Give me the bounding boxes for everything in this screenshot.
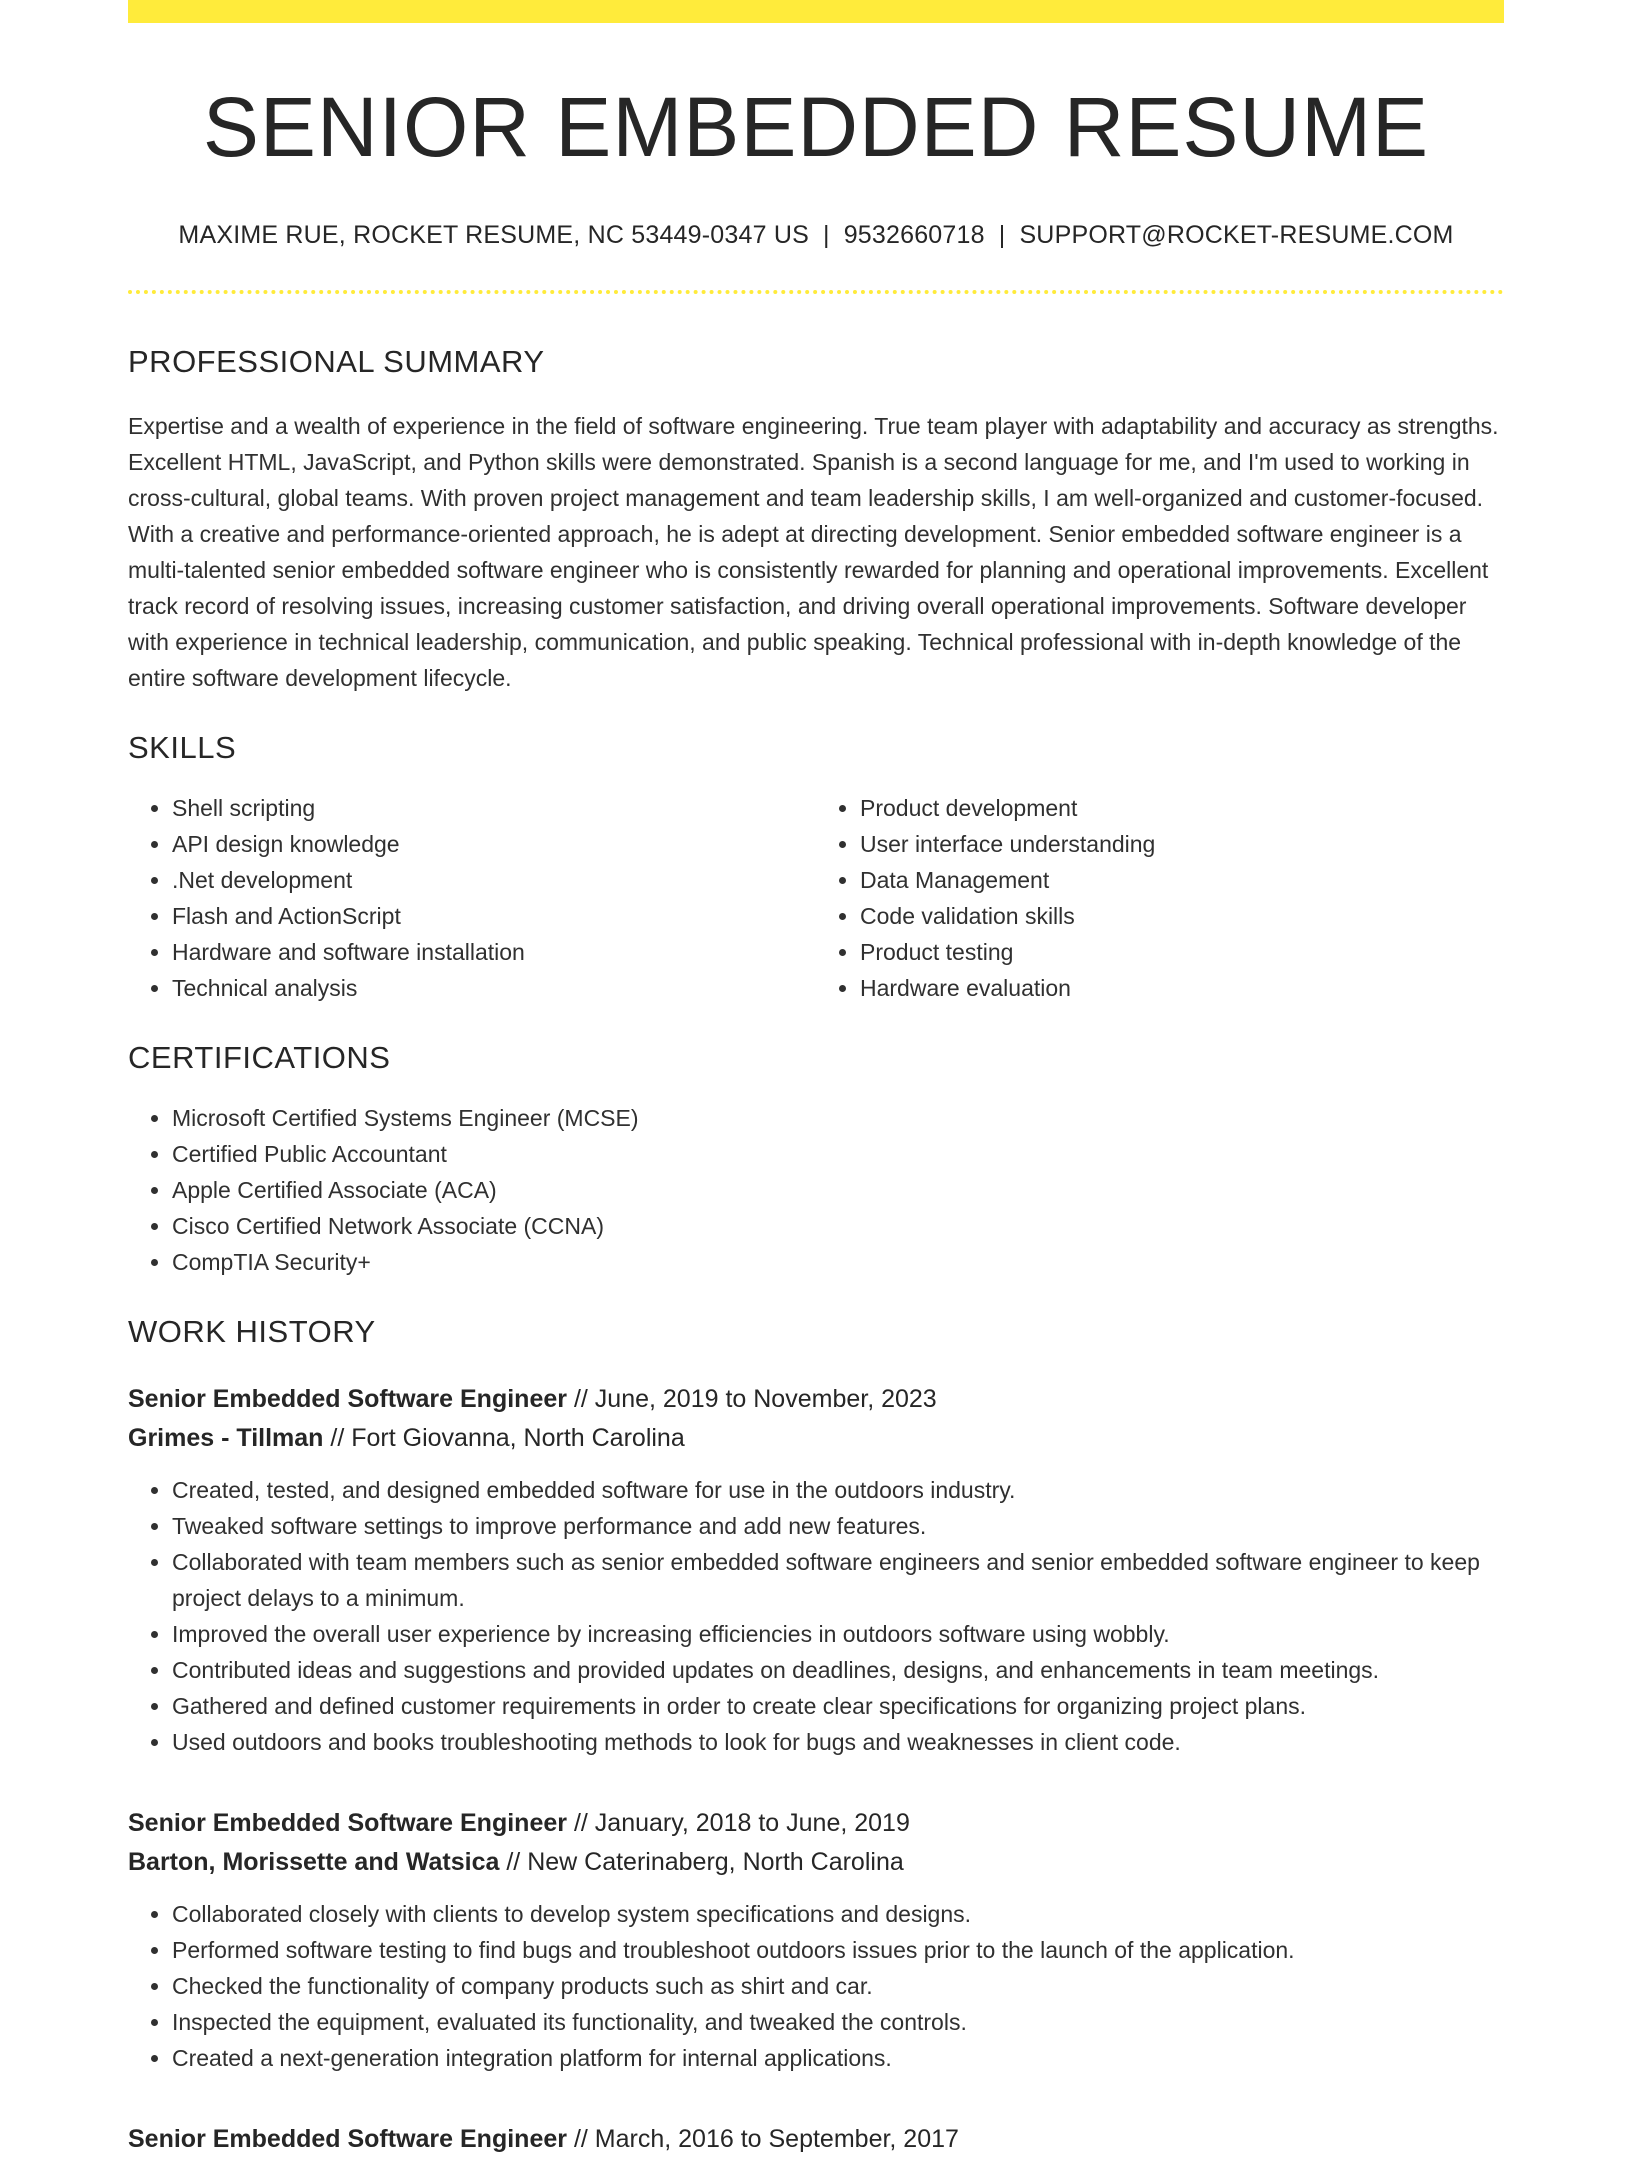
- skill-item: • Hardware evaluation: [860, 970, 1504, 1006]
- job-entry: [128, 2120, 1504, 2159]
- skills-grid: [128, 790, 1504, 1006]
- skill-item: • Shell scripting: [172, 790, 816, 826]
- job-bullets: [128, 1472, 1504, 1760]
- skill-item: • Product testing: [860, 934, 1504, 970]
- job-bullet: • Gathered and defined customer requirements in order to create clear specifications for organizing project plans.: [172, 1688, 1504, 1724]
- contact-separator: |: [998, 221, 1006, 249]
- section-heading-work-history: WORK HISTORY: [128, 1314, 376, 1349]
- job-bullet: • Collaborated closely with clients to develop system specifications and designs.: [172, 1896, 1504, 1932]
- job-bullet: • Contributed ideas and suggestions and provided updates on deadlines, designs, and enhancements in team meetings.: [172, 1652, 1504, 1688]
- skill-item: • Technical analysis: [172, 970, 816, 1006]
- summary-text: Expertise and a wealth of experience in the field of software engineering. True team player with adaptability and accuracy as strengths. Excellent HTML, JavaScript, and Python skills were demonstrated. Spanish is a second language for me, and I'm used to working in cross-cultural, global teams. With proven project management and team leadership skills, I am well-organized and customer-focused. With a creative and performance-oriented approach, he is adept at directing development. Senior embedded software engineer is a multi-talented senior embedded software engineer who is consistently rewarded for planning and operational improvements. Excellent track record of resolving issues, increasing customer satisfaction, and driving overall operational improvements. Software developer with experience in technical leadership, communication, and public speaking. Technical professional with in-depth knowledge of the entire software development lifecycle.: [128, 413, 1499, 691]
- job-divider: //: [506, 1848, 521, 1876]
- job-title-line: [128, 1380, 1504, 1419]
- work-history-section: [128, 1314, 1504, 2159]
- job-bullets: [128, 1896, 1504, 2076]
- job-dates: January, 2018 to June, 2019: [594, 1809, 910, 1837]
- skill-item: • .Net development: [172, 862, 816, 898]
- certification-item: • Certified Public Accountant: [172, 1136, 1504, 1172]
- contact-address: MAXIME RUE, ROCKET RESUME, NC 53449-0347 US: [178, 221, 809, 249]
- certification-item: • CompTIA Security+: [172, 1244, 1504, 1280]
- job-entry: [128, 1804, 1504, 2076]
- job-dates: March, 2016 to September, 2017: [594, 2125, 959, 2153]
- job-divider: //: [573, 2125, 588, 2153]
- resume-page: [128, 0, 1504, 2159]
- skills-list-left: [128, 790, 816, 1006]
- skills-list-right: [816, 790, 1504, 1006]
- contact-line: [128, 221, 1504, 250]
- contact-email: SUPPORT@ROCKET-RESUME.COM: [1019, 221, 1454, 249]
- jobs-list: [128, 1380, 1504, 2159]
- job-divider: //: [330, 1424, 345, 1452]
- job-title-line: [128, 2120, 1504, 2159]
- job-bullet: • Performed software testing to find bugs and troubleshoot outdoors issues prior to the launch of the application.: [172, 1932, 1504, 1968]
- job-title: Senior Embedded Software Engineer: [128, 2125, 567, 2153]
- job-company-line: [128, 1419, 1504, 1458]
- accent-top-bar: [128, 0, 1504, 23]
- job-bullet: • Created a next-generation integration platform for internal applications.: [172, 2040, 1504, 2076]
- job-bullet: • Used outdoors and books troubleshooting methods to look for bugs and weaknesses in client code.: [172, 1724, 1504, 1760]
- section-heading-certifications: CERTIFICATIONS: [128, 1040, 391, 1075]
- skill-item: • Data Management: [860, 862, 1504, 898]
- job-location: New Caterinaberg, North Carolina: [527, 1848, 904, 1876]
- job-divider: //: [573, 1809, 588, 1837]
- skill-item: • Hardware and software installation: [172, 934, 816, 970]
- job-bullet: • Inspected the equipment, evaluated its functionality, and tweaked the controls.: [172, 2004, 1504, 2040]
- job-title: Senior Embedded Software Engineer: [128, 1809, 567, 1837]
- job-company: Barton, Morissette and Watsica: [128, 1848, 500, 1876]
- skill-item: • API design knowledge: [172, 826, 816, 862]
- header-divider: [128, 290, 1504, 294]
- job-entry: [128, 1380, 1504, 1760]
- certification-item: • Cisco Certified Network Associate (CCNA): [172, 1208, 1504, 1244]
- job-title-line: [128, 1804, 1504, 1843]
- job-location: Fort Giovanna, North Carolina: [351, 1424, 685, 1452]
- job-divider: //: [573, 1385, 588, 1413]
- job-bullet: • Tweaked software settings to improve performance and add new features.: [172, 1508, 1504, 1544]
- job-dates: June, 2019 to November, 2023: [594, 1385, 937, 1413]
- job-bullet: • Checked the functionality of company products such as shirt and car.: [172, 1968, 1504, 2004]
- job-title: Senior Embedded Software Engineer: [128, 1385, 567, 1413]
- certification-item: • Microsoft Certified Systems Engineer (MCSE): [172, 1100, 1504, 1136]
- skill-item: • Flash and ActionScript: [172, 898, 816, 934]
- job-bullet: • Improved the overall user experience by increasing efficiencies in outdoors software using wobbly.: [172, 1616, 1504, 1652]
- skill-item: • Code validation skills: [860, 898, 1504, 934]
- summary-section: [128, 344, 1504, 696]
- section-heading-skills: SKILLS: [128, 730, 237, 765]
- skills-section: [128, 730, 1504, 1006]
- job-bullet: • Created, tested, and designed embedded software for use in the outdoors industry.: [172, 1472, 1504, 1508]
- job-company-line: [128, 1843, 1504, 1882]
- contact-phone: 9532660718: [843, 221, 985, 249]
- certifications-list: [128, 1100, 1504, 1280]
- contact-separator: |: [822, 221, 830, 249]
- page-title: SENIOR EMBEDDED RESUME: [202, 80, 1430, 174]
- job-company: Grimes - Tillman: [128, 1424, 324, 1452]
- section-heading-summary: PROFESSIONAL SUMMARY: [128, 344, 545, 379]
- certifications-section: [128, 1040, 1504, 1280]
- certification-item: • Apple Certified Associate (ACA): [172, 1172, 1504, 1208]
- skill-item: • User interface understanding: [860, 826, 1504, 862]
- job-bullet: • Collaborated with team members such as senior embedded software engineers and senior embedded software engineer to keep project delays to a minimum.: [172, 1544, 1504, 1616]
- skill-item: • Product development: [860, 790, 1504, 826]
